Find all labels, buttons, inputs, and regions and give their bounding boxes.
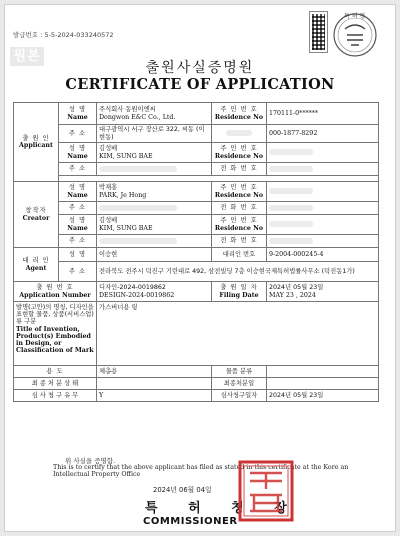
redacted-value (267, 143, 379, 163)
barcode (309, 11, 328, 53)
address-label: 주 소 (59, 202, 97, 215)
redacted-value (97, 163, 212, 176)
issue-number: 발급번호 : 5-5-2024-033240572 (13, 31, 114, 39)
filing-date: 2024년 05월 23일 MAY 23 , 2024 (267, 282, 379, 302)
name-label: 성 명 Name (59, 182, 97, 202)
final-status-date (267, 378, 379, 390)
exam-request: Y (97, 390, 212, 402)
tel-label: 전 화 번 호 (212, 163, 267, 176)
official-stamp-icon (237, 459, 295, 523)
agent-no: 9-2004-000245-4 (267, 248, 379, 262)
redacted-value (97, 202, 212, 215)
resid-label: 주 민 번 호 Residence No (212, 182, 267, 202)
issue-date: 2024년 06월 04일 (153, 486, 212, 494)
app-no-label: 출 원 번 호 Application Number (14, 282, 97, 302)
address-label: 주 소 (59, 262, 97, 282)
redacted-value (267, 163, 379, 176)
redacted-value (267, 215, 379, 235)
applicant-corp-no: 000-1877-8292 (267, 125, 379, 143)
final-status (97, 378, 212, 390)
certificate-page (4, 4, 396, 532)
applicant-section: 출 원 인 Applicant (14, 103, 59, 182)
tel-label (212, 125, 267, 143)
agent-no-label: 대리인 번호 (212, 248, 267, 262)
exam-label: 심 사 청 구 유 무 (14, 390, 97, 402)
redacted-value (267, 235, 379, 248)
address-label: 주 소 (59, 125, 97, 143)
agent-name: 이승현 (97, 248, 212, 262)
tel-label: 전 화 번 호 (212, 235, 267, 248)
design-title: 가스버너용 링 (97, 302, 379, 366)
statement-ko: 위 사실을 증명함. (65, 457, 116, 465)
design-class (267, 366, 379, 378)
title-label: 발명(고안)의 명칭, 디자인을 표현할 물품, 상품(서비스업)류 구분 Title of Invention, Product(s) Embodied in Design, or Classification of Mark (14, 302, 97, 366)
resid-label: 주 민 번 호 Residence No (212, 103, 267, 125)
rep-resid-label: 주 민 번 호 Residence No (212, 143, 267, 163)
redacted-value (97, 235, 212, 248)
seal-label: 특 허 청 (344, 13, 366, 20)
applicant-name: 주식회사 동원이엔씨 Dongwon E&C Co., Ltd. (97, 103, 212, 125)
use-label: 용 도 (14, 366, 97, 378)
agent-section: 대 리 인 Agent (14, 248, 59, 282)
rep-name: 김성배 KIM, SUNG BAE (97, 143, 212, 163)
redacted-value (267, 202, 379, 215)
tel-label: 전 화 번 호 (212, 202, 267, 215)
exam-date: 2024년 05월 23일 (267, 390, 379, 402)
creator1-name: 박재홍 PARK, Je Hong (97, 182, 212, 202)
class-label: 물품 분류 (212, 366, 267, 378)
applicant-resid: 170111-0****** (267, 103, 379, 125)
status-date-label: 최종처분일 (212, 378, 267, 390)
address-label: 주 소 (59, 163, 97, 176)
redacted-value (267, 182, 379, 202)
address-label: 주 소 (59, 235, 97, 248)
document-title-ko: 출원사실증명원 (145, 60, 255, 76)
status-label: 최 종 처 분 상 태 (14, 378, 97, 390)
rep-name-label: 성 명 Name (59, 143, 97, 163)
applicant-address: 대구광역시 서구 장산로 322, 씨동 (이현동) (97, 125, 212, 143)
office-name-ko: 특 허 청 장 (145, 501, 300, 516)
name-label: 성 명 Name (59, 103, 97, 125)
creator-section: 창작자 Creator (14, 182, 59, 248)
name-label: 성 명 Name (59, 215, 97, 235)
exam-date-label: 심사청구일자 (212, 390, 267, 402)
creator2-name: 김성배 KIM, SUNG BAE (97, 215, 212, 235)
design-use: 체총용 (97, 366, 212, 378)
statement-en: This is to certify that the above applicant has filed as stated in this certificate at the Kore an Intellectual Property Office (53, 464, 349, 479)
name-label: 성 명 (59, 248, 97, 262)
application-number: 디자인-2024-0019862 DESIGN-2024-0019862 (97, 282, 212, 302)
resid-label: 주 민 번 호 Residence No (212, 215, 267, 235)
filing-date-label: 출 원 일 자 Filing Date (212, 282, 267, 302)
document-title-en: CERTIFICATE OF APPLICATION (65, 76, 335, 93)
office-name-en: COMMISSIONER (143, 516, 238, 527)
original-watermark: 원본 (10, 47, 44, 66)
agent-address: 전라북도 전주시 덕진구 기린대로 492, 삼전빌딩 7층 이승현국제특허법률사무소 (덕진동1가) (97, 262, 379, 282)
certificate-table (13, 102, 379, 402)
